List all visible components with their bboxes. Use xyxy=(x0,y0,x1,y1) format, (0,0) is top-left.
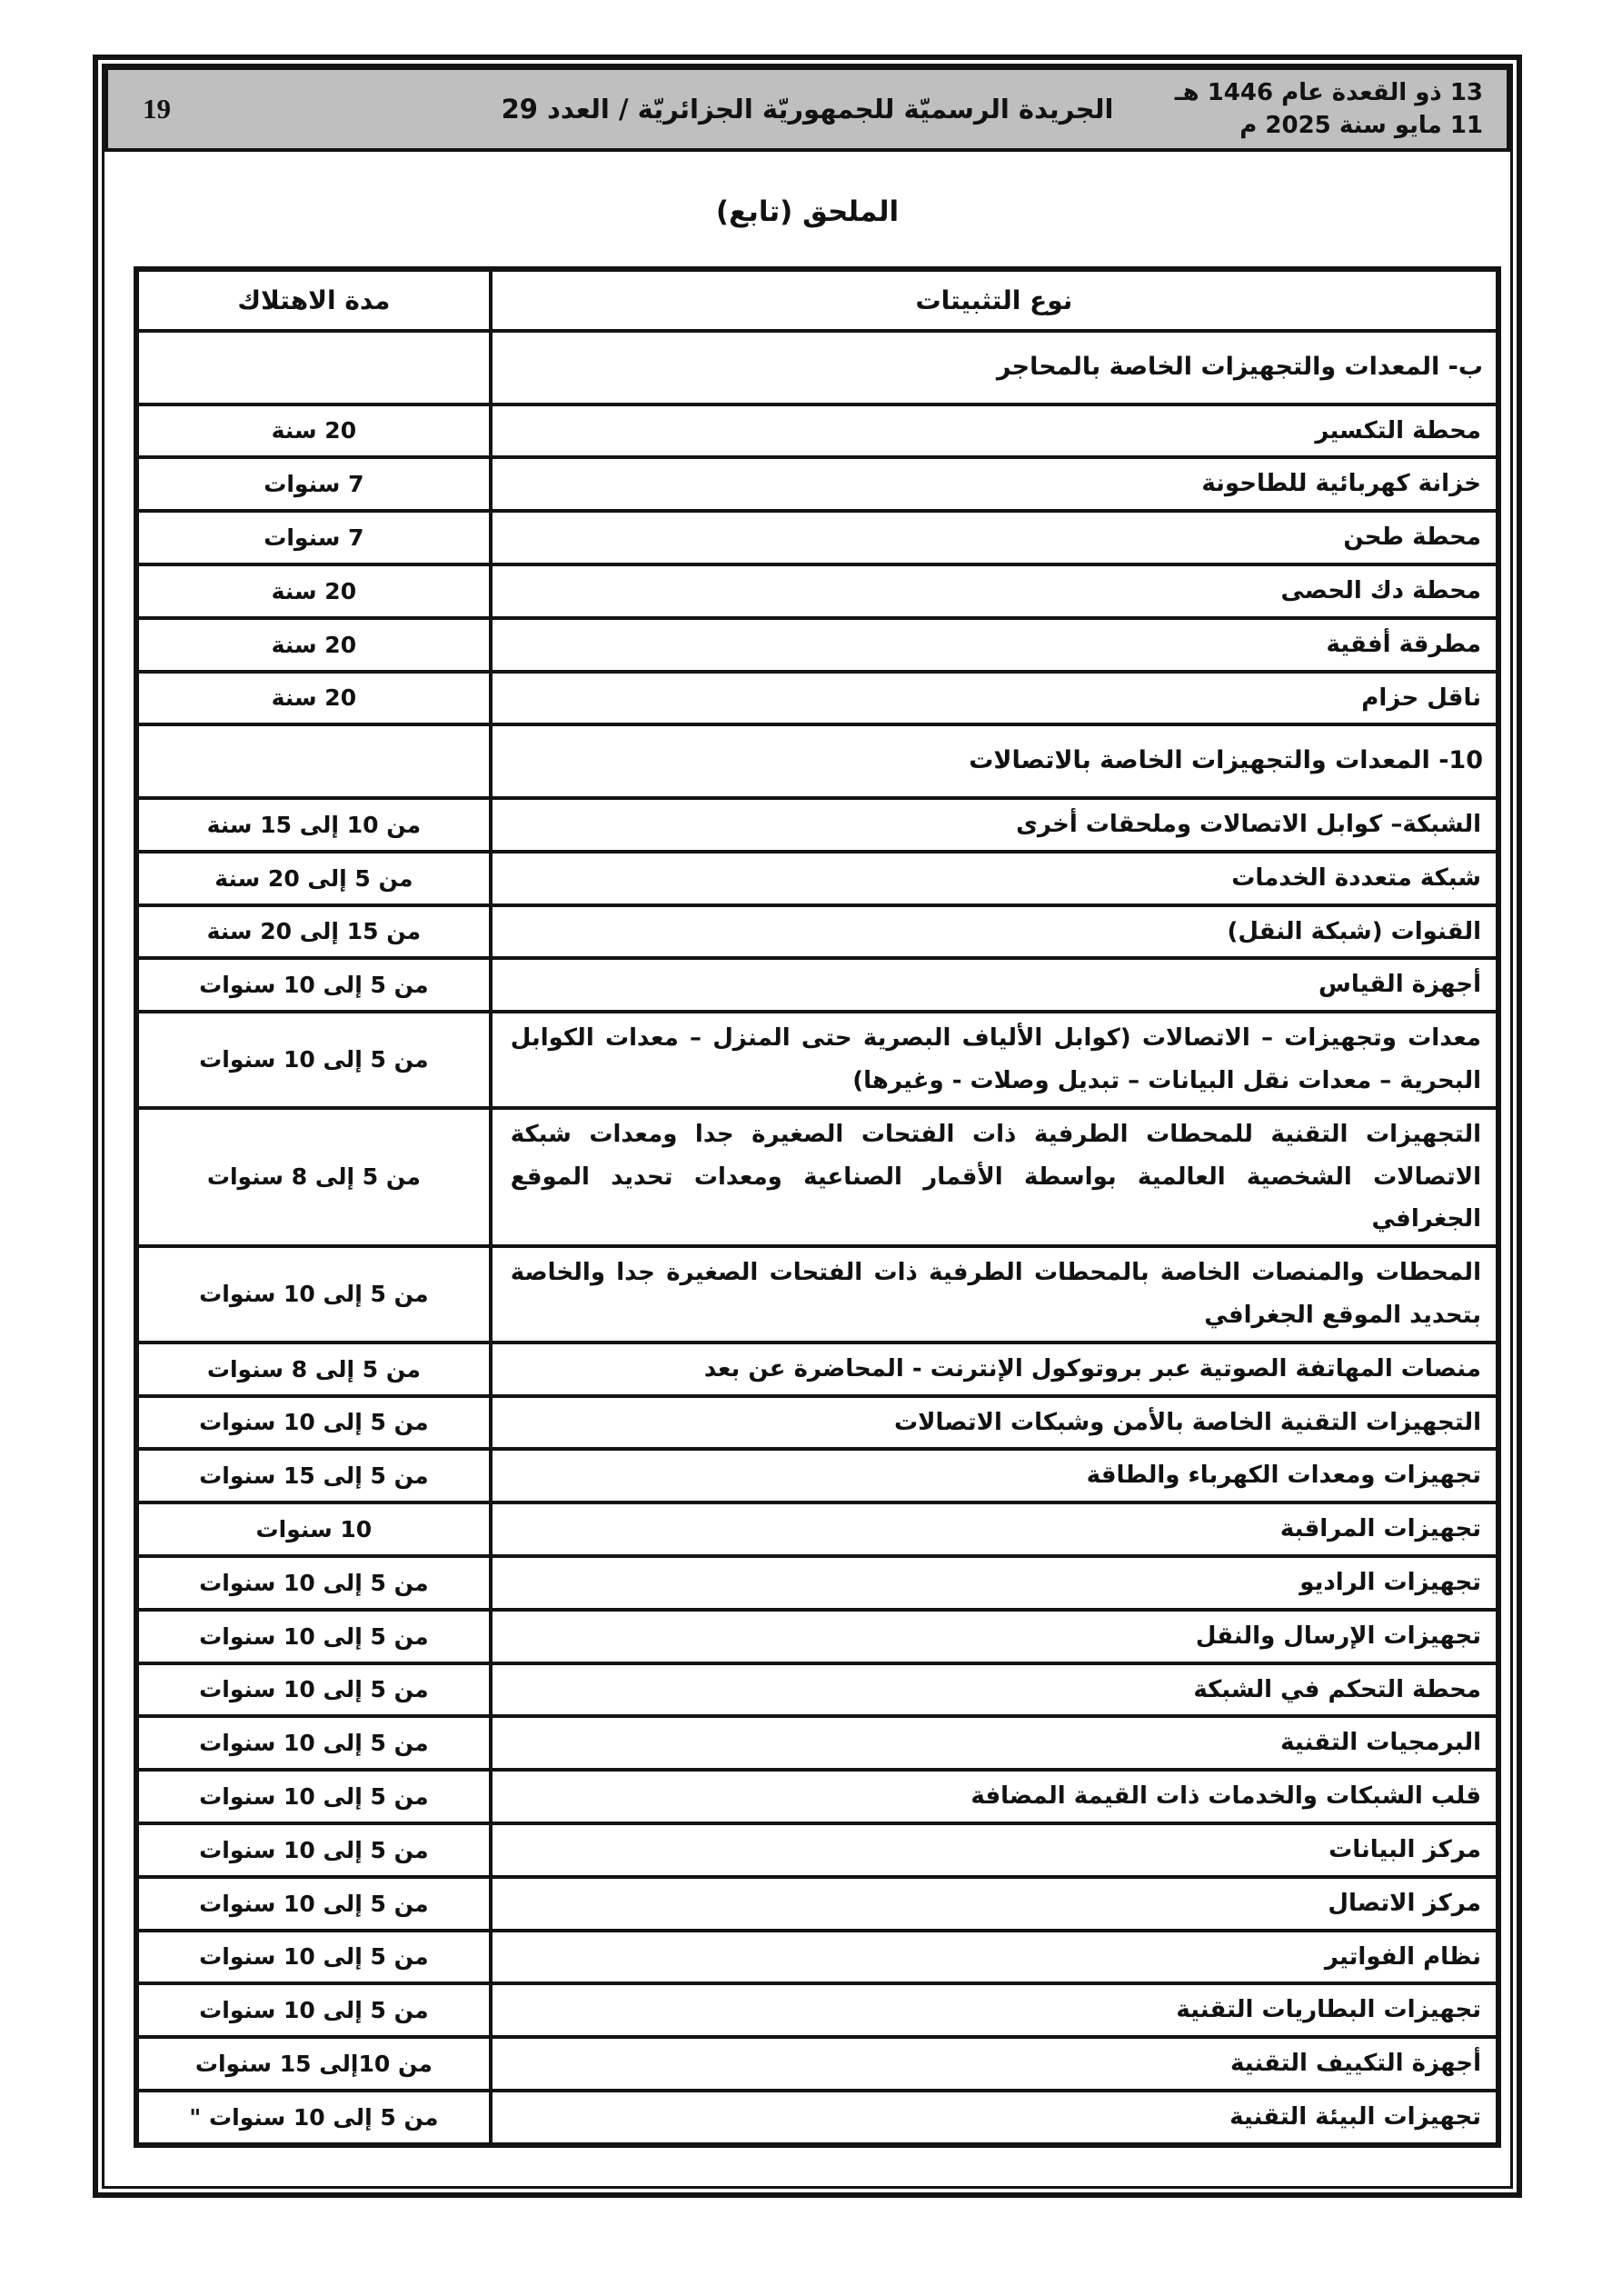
duration-cell: من 5 إلى 10 سنوات xyxy=(136,1610,491,1663)
table-row xyxy=(136,1502,1498,1556)
asset-type-cell: تجهيزات البيئة التقنية xyxy=(491,2091,1498,2145)
duration-cell: من 5 إلى 10 سنوات xyxy=(136,1716,491,1770)
duration-cell xyxy=(136,724,491,798)
col-header-type: نوع التثبيتات xyxy=(491,269,1498,331)
page-number: 19 xyxy=(143,93,171,125)
asset-type-cell: القنوات (شبكة النقل) xyxy=(491,905,1498,959)
table-row xyxy=(136,672,1498,725)
duration-cell: من 5 إلى 10 سنوات " xyxy=(136,2091,491,2145)
table-row xyxy=(136,1343,1498,1396)
table-row xyxy=(136,618,1498,672)
duration-cell: من 5 إلى 10 سنوات xyxy=(136,1663,491,1717)
asset-type-cell: تجهيزات الإرسال والنقل xyxy=(491,1610,1498,1663)
duration-cell: من 5 إلى 15 سنوات xyxy=(136,1449,491,1502)
duration-cell: من 5 إلى 10 سنوات xyxy=(136,1931,491,1984)
asset-type-cell: تجهيزات المراقبة xyxy=(491,1502,1498,1556)
table-row xyxy=(136,564,1498,618)
asset-type-cell: مركز الاتصال xyxy=(491,1877,1498,1931)
asset-type-cell: أجهزة القياس xyxy=(491,958,1498,1012)
duration-cell: 20 سنة xyxy=(136,404,491,458)
asset-type-cell: محطة التكسير xyxy=(491,404,1498,458)
asset-type-cell: 10- المعدات والتجهيزات الخاصة بالاتصالات xyxy=(491,724,1498,798)
table-row xyxy=(136,1246,1498,1343)
masthead-band xyxy=(104,66,1510,152)
table-row xyxy=(136,1770,1498,1823)
page-frame-outer xyxy=(93,55,1522,2198)
table-row xyxy=(136,1556,1498,1610)
duration-cell: من 10 إلى 15 سنة xyxy=(136,798,491,852)
duration-cell: من 5 إلى 10 سنوات xyxy=(136,1770,491,1823)
section-header-row xyxy=(136,331,1498,404)
asset-type-cell: ناقل حزام xyxy=(491,672,1498,725)
asset-type-cell: خزانة كهربائية للطاحونة xyxy=(491,457,1498,511)
table-row xyxy=(136,2091,1498,2145)
duration-cell: من 5 إلى 8 سنوات xyxy=(136,1108,491,1246)
duration-cell: من 5 إلى 10 سنوات xyxy=(136,1012,491,1108)
duration-cell: من 5 إلى 10 سنوات xyxy=(136,1396,491,1450)
duration-cell: من 5 إلى 10 سنوات xyxy=(136,1877,491,1931)
table-row xyxy=(136,905,1498,959)
page-frame-inner xyxy=(102,64,1513,2189)
asset-type-cell: المحطات والمنصات الخاصة بالمحطات الطرفية ذات الفتحات الصغيرة جدا والخاصة بتحديد الموقع الجغرافي xyxy=(491,1246,1498,1343)
asset-type-cell: محطة التحكم في الشبكة xyxy=(491,1663,1498,1717)
asset-type-cell: قلب الشبكات والخدمات ذات القيمة المضافة xyxy=(491,1770,1498,1823)
duration-cell: من 5 إلى 10 سنوات xyxy=(136,1556,491,1610)
duration-cell: من 5 إلى 20 سنة xyxy=(136,852,491,905)
table-row xyxy=(136,1449,1498,1502)
duration-cell: 20 سنة xyxy=(136,618,491,672)
table-row xyxy=(136,2037,1498,2091)
table-row xyxy=(136,1396,1498,1450)
asset-type-cell: محطة دك الحصى xyxy=(491,564,1498,618)
table-row xyxy=(136,1610,1498,1663)
table-row xyxy=(136,1823,1498,1877)
masthead-date xyxy=(1175,76,1483,143)
table-row xyxy=(136,1983,1498,2037)
duration-cell: من 10إلى 15 سنوات xyxy=(136,2037,491,2091)
asset-type-cell: محطة طحن xyxy=(491,511,1498,564)
asset-type-cell: تجهيزات الراديو xyxy=(491,1556,1498,1610)
table-header-row xyxy=(136,269,1498,331)
asset-type-cell: منصات المهاتفة الصوتية عبر بروتوكول الإنترنت - المحاضرة عن بعد xyxy=(491,1343,1498,1396)
duration-cell: من 5 إلى 10 سنوات xyxy=(136,1983,491,2037)
duration-cell: من 5 إلى 10 سنوات xyxy=(136,1823,491,1877)
table-row xyxy=(136,1663,1498,1717)
asset-type-cell: ب- المعدات والتجهيزات الخاصة بالمحاجر xyxy=(491,331,1498,404)
duration-cell: من 5 إلى 8 سنوات xyxy=(136,1343,491,1396)
duration-cell: 7 سنوات xyxy=(136,511,491,564)
asset-type-cell: نظام الفواتير xyxy=(491,1931,1498,1984)
asset-table-body xyxy=(136,331,1498,2145)
asset-type-cell: التجهيزات التقنية الخاصة بالأمن وشبكات الاتصالات xyxy=(491,1396,1498,1450)
asset-type-cell: معدات وتجهيزات – الاتصالات (كوابل الألياف البصرية حتى المنزل – معدات الكوابل البحرية – معدات نقل البيانات – تبديل وصلات - وغيرها) xyxy=(491,1012,1498,1108)
table-row xyxy=(136,457,1498,511)
table-row xyxy=(136,1931,1498,1984)
asset-type-cell: تجهيزات ومعدات الكهرباء والطاقة xyxy=(491,1449,1498,1502)
table-row xyxy=(136,958,1498,1012)
table-row xyxy=(136,1877,1498,1931)
duration-cell: 10 سنوات xyxy=(136,1502,491,1556)
table-row xyxy=(136,1012,1498,1108)
duration-cell: 7 سنوات xyxy=(136,457,491,511)
asset-type-cell: البرمجيات التقنية xyxy=(491,1716,1498,1770)
asset-type-cell: التجهيزات التقنية للمحطات الطرفية ذات الفتحات الصغيرة جدا ومعدات شبكة الاتصالات الشخصية العالمية بواسطة الأقمار الصناعية ومعدات تحديد الموقع الجغرافي xyxy=(491,1108,1498,1246)
asset-type-cell: أجهزة التكييف التقنية xyxy=(491,2037,1498,2091)
table-row xyxy=(136,511,1498,564)
annex-title: الملحق (تابع) xyxy=(715,195,900,228)
duration-cell: من 15 إلى 20 سنة xyxy=(136,905,491,959)
table-row xyxy=(136,798,1498,852)
asset-type-cell: الشبكة– كوابل الاتصالات وملحقات أخرى xyxy=(491,798,1498,852)
masthead-date-gregorian: 11 مايو سنة 2025 م xyxy=(1239,112,1483,139)
table-row xyxy=(136,1108,1498,1246)
depreciation-table xyxy=(134,266,1501,2148)
duration-cell: من 5 إلى 10 سنوات xyxy=(136,1246,491,1343)
table-row xyxy=(136,1716,1498,1770)
duration-cell: من 5 إلى 10 سنوات xyxy=(136,958,491,1012)
duration-cell: 20 سنة xyxy=(136,564,491,618)
duration-cell: 20 سنة xyxy=(136,672,491,725)
masthead-date-hijri: 13 ذو القعدة عام 1446 هـ xyxy=(1174,78,1483,106)
duration-cell xyxy=(136,331,491,404)
asset-type-cell: تجهيزات البطاريات التقنية xyxy=(491,1983,1498,2037)
asset-type-cell: مطرقة أفقية xyxy=(491,618,1498,672)
table-row xyxy=(136,404,1498,458)
section-header-row xyxy=(136,724,1498,798)
table-row xyxy=(136,852,1498,905)
asset-type-cell: مركز البيانات xyxy=(491,1823,1498,1877)
col-header-duration: مدة الاهتلاك xyxy=(136,269,491,331)
journal-title: الجريدة الرسميّة للجمهوريّة الجزائريّة / العدد 29 xyxy=(501,94,1114,125)
asset-type-cell: شبكة متعددة الخدمات xyxy=(491,852,1498,905)
